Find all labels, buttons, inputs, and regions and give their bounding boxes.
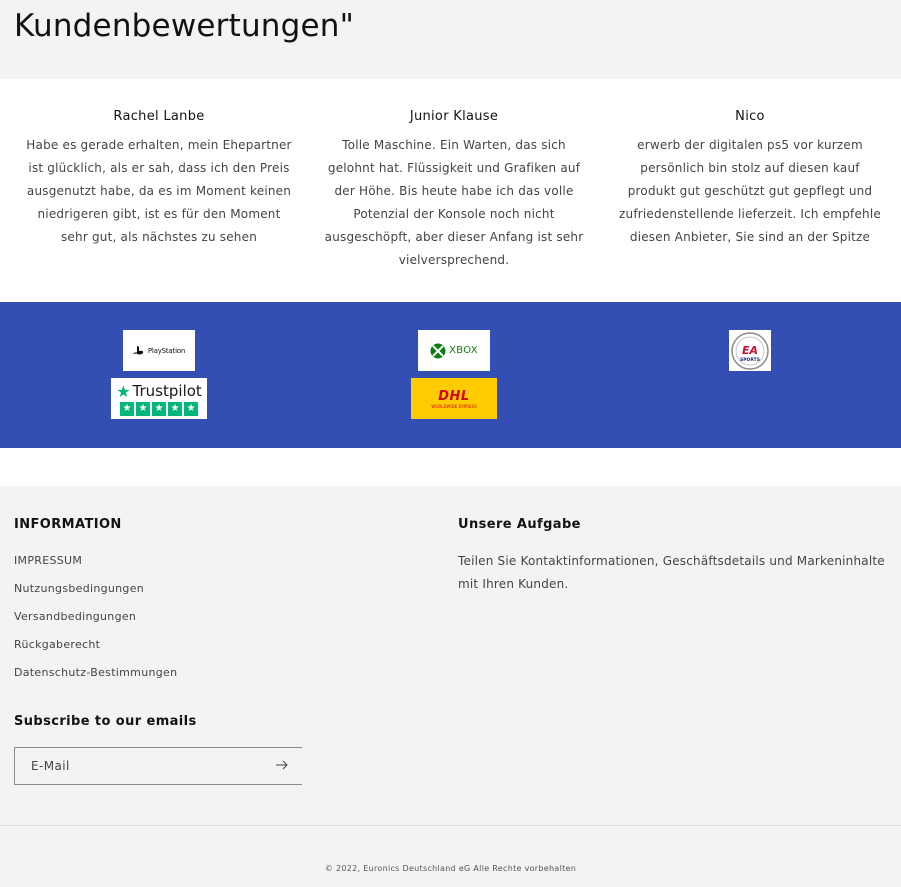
ea-sports-logo (729, 330, 771, 371)
star-icon: ★ (136, 402, 150, 416)
star-icon: ★ (152, 402, 166, 416)
footer-link-returns[interactable]: Rückgaberecht (14, 638, 101, 651)
dhl-logo-subtext: WORLDWIDE EXPRESS (431, 403, 477, 409)
svg-text:EA: EA (741, 343, 759, 357)
review-author: Rachel Lanbe (113, 109, 205, 124)
trustpilot-logo-text: Trustpilot (132, 382, 202, 400)
subscribe-heading: Subscribe to our emails (14, 714, 197, 729)
xbox-logo-text: XBOX (449, 345, 478, 356)
review-card (321, 109, 587, 272)
newsletter-form (14, 747, 302, 785)
playstation-logo-text: PlayStation (147, 346, 186, 355)
star-icon: ★ (116, 381, 131, 401)
trustpilot-logo (111, 378, 207, 419)
ea-sports-icon (731, 332, 769, 370)
footer-link-item (14, 582, 177, 610)
partner-logos-band (0, 302, 901, 448)
xbox-icon (430, 343, 446, 359)
reviews-section (0, 79, 901, 302)
arrow-right-icon (275, 759, 289, 771)
review-author: Junior Klause (409, 109, 499, 124)
review-card (26, 109, 292, 249)
footer-link-impressum[interactable]: IMPRESSUM (14, 554, 83, 567)
footer-link-terms[interactable]: Nutzungsbedingungen (14, 582, 145, 595)
footer-mission-text: Teilen Sie Kontaktinformationen, Geschäftsdetails und Markeninhalte mit Ihren Kunden. (458, 554, 885, 591)
review-text: Habe es gerade erhalten, mein Ehepartner ist glücklich, als er sah, dass ich den Preis ausgenutzt habe, da es im Moment keinen niedrigeren gibt, ist es für den Moment sehr gut, als nächstes zu sehen (26, 138, 292, 244)
page-title: Kundenbewertungen" (14, 8, 355, 44)
footer-link-shipping[interactable]: Versandbedingungen (14, 610, 137, 623)
section-spacer (0, 448, 901, 486)
playstation-logo (123, 330, 195, 371)
footer-link-privacy[interactable]: Datenschutz-Bestimmungen (14, 666, 178, 679)
copyright-text: © 2022, Euronics Deutschland eG Alle Rechte vorbehalten (324, 864, 577, 873)
footer-info-heading: INFORMATION (14, 517, 122, 532)
footer-link-item (14, 666, 177, 694)
star-icon: ★ (184, 402, 198, 416)
trustpilot-stars (120, 402, 198, 416)
page-header (0, 0, 901, 79)
email-input[interactable] (15, 748, 265, 784)
review-card (617, 109, 883, 249)
footer-link-item (14, 638, 177, 666)
footer-link-item (14, 610, 177, 638)
footer-link-item (14, 554, 177, 582)
dhl-logo (411, 378, 497, 419)
svg-text:SPORTS: SPORTS (740, 357, 760, 363)
dhl-logo-text: DHL (438, 388, 470, 404)
footer-divider (0, 825, 901, 826)
playstation-icon (133, 346, 145, 356)
star-icon: ★ (120, 402, 134, 416)
review-text: erwerb der digitalen ps5 vor kurzem persönlich bin stolz auf diesen kauf produkt gut geschützt gut gepflegt und zufriedenstellende lieferzeit. Ich empfehle diesen Anbieter, Sie sind an der Spitze (619, 138, 881, 244)
review-author: Nico (735, 109, 765, 124)
subscribe-submit-button[interactable] (272, 756, 292, 776)
review-text: Tolle Maschine. Ein Warten, das sich gelohnt hat. Flüssigkeit und Grafiken auf der Höhe. Bis heute habe ich das volle Potenzial der Konsole noch nicht ausgeschöpft, aber dieser Anfang ist sehr vielversprechend. (324, 138, 584, 267)
xbox-logo (418, 330, 490, 371)
footer (0, 486, 901, 887)
footer-mission-heading: Unsere Aufgabe (458, 517, 581, 532)
footer-links (14, 554, 177, 694)
star-icon: ★ (168, 402, 182, 416)
